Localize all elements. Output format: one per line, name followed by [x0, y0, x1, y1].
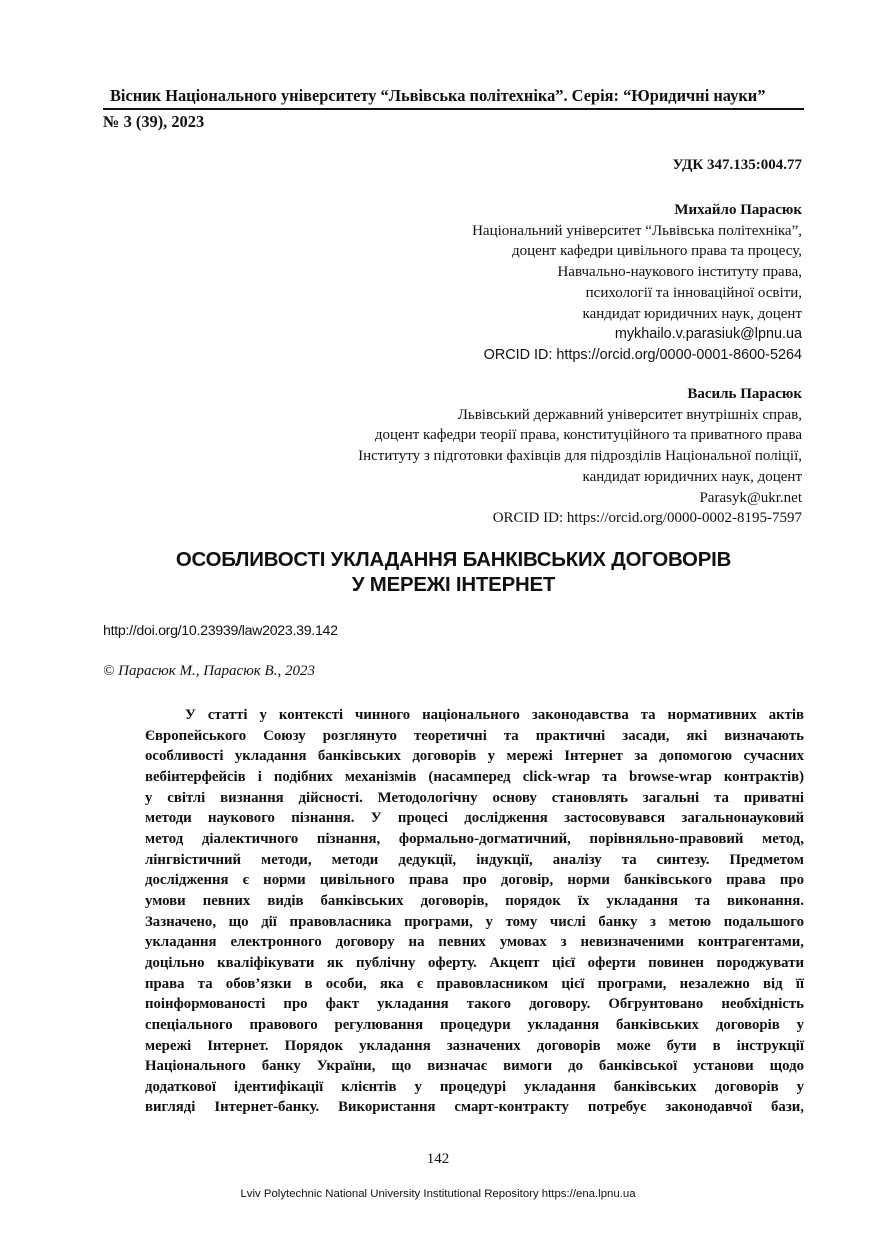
article-title: [103, 548, 804, 598]
article-title-line: У МЕРЕЖІ ІНТЕРНЕТ: [351, 574, 556, 596]
author-affiliation-line: кандидат юридичних наук, доцент: [582, 305, 802, 322]
abstract-line: умови певних видів банківських договорів, порядок їх укладання та виконання.: [145, 892, 804, 909]
page-number: 142: [426, 1151, 450, 1167]
author-name: Василь Парасюк: [687, 386, 802, 402]
author-orcid: ORCID ID: https://orcid.org/0000-0001-8600-5264: [483, 346, 802, 363]
author-affiliation-line: Львівський державний університет внутрішніх справ,: [457, 406, 802, 423]
udc-code: УДК 347.135:004.77: [672, 157, 802, 173]
abstract-line: у світлі визнання дійсності. Методологічну основу становлять загальні та приватні: [145, 789, 804, 806]
abstract-line: укладання електронного договору на певних умовах з невизначеними контрагентами,: [145, 934, 804, 951]
abstract-line: лінгвістичний методи, методи дедукції, індукції, аналізу та синтезу. Предметом: [145, 851, 804, 868]
abstract-line: Зазначено, що дії правовласника програми, у тому числі банку з метою подальшого: [145, 913, 804, 930]
abstract-line: поінформованості про факт укладання такого договору. Обгрунтовано необхідність: [145, 996, 804, 1013]
abstract-line: доцільно кваліфікувати як публічну оферту. Акцепт цієї оферти повинен породжувати: [145, 954, 804, 971]
copyright-notice: © Парасюк М., Парасюк В., 2023: [103, 663, 315, 679]
abstract-line: Національного банку України, що визначає вимоги до банківської установи щодо: [145, 1058, 804, 1075]
abstract-line: мережі Інтернет. Порядок укладання зазначених договорів може бути в інструкції: [145, 1037, 804, 1054]
article-title-line: ОСОБЛИВОСТІ УКЛАДАННЯ БАНКІВСЬКИХ ДОГОВОРІВ: [175, 549, 732, 571]
author-block-2: [242, 384, 802, 529]
author-affiliation-line: доцент кафедри теорії права, конституційного та приватного права: [374, 427, 802, 444]
author-affiliation-line: психології та інноваційної освіти,: [585, 284, 802, 301]
repository-footer: Lviv Polytechnic National University Institutional Repository https://ena.lpnu.ua: [240, 1188, 636, 1200]
abstract-line: У статті у контексті чинного національного законодавства та нормативних актів: [185, 707, 804, 723]
abstract-line: метод діалектичного пізнання, формально-догматичний, порівняльно-правовий метод,: [145, 830, 804, 847]
journal-header: Вісник Національного університету “Львівська політехніка”. Серія: “Юридичні науки”: [110, 86, 766, 105]
author-name: Михайло Парасюк: [674, 202, 802, 218]
abstract-line: додаткової ідентифікації клієнтів у процедурі укладання банківських договорів у: [145, 1078, 804, 1095]
abstract-line: особливості укладання банківських договорів у мережі Інтернет за допомогою сучасних: [145, 748, 804, 765]
header-divider: [103, 108, 804, 110]
author-affiliation-line: кандидат юридичних наук, доцент: [582, 468, 802, 485]
abstract-line: дослідження є норми цивільного права про договір, норми банківського права про: [145, 872, 804, 889]
author-affiliation-line: Національний університет “Львівська політехніка”,: [472, 222, 802, 239]
abstract-line: спеціального правового регулювання процедури укладання банківських договорів у: [145, 1016, 804, 1033]
issue-number: № 3 (39), 2023: [103, 112, 205, 131]
abstract-line: вебінтерфейсів і подібних механізмів (насамперед click-wrap та browse-wrap контрактів): [145, 768, 804, 785]
author-affiliation-line: Інституту з підготовки фахівців для підрозділів Національної поліції,: [358, 448, 802, 465]
abstract-line: вигляді Інтернет-банку. Використання смарт-контракту потребує законодавчої бази,: [145, 1099, 804, 1116]
author-orcid: ORCID ID: https://orcid.org/0000-0002-8195-7597: [492, 510, 802, 527]
abstract-line: права та обов’язки в особи, яка є правовласником цієї програми, незалежно від її: [145, 975, 804, 992]
author-affiliation-line: Навчально-наукового інституту права,: [557, 264, 802, 281]
author-email: mykhailo.v.parasiuk@lpnu.ua: [614, 326, 802, 343]
author-block-1: [242, 200, 802, 366]
abstract-line: Європейського Союзу розглянуто теоретичні та практичні засади, які визначають: [145, 727, 804, 744]
author-email: Parasyk@ukr.net: [699, 489, 802, 506]
abstract-line: методи наукового пізнання. У процесі дослідження застосовувався загальнонауковий: [145, 810, 804, 827]
author-affiliation-line: доцент кафедри цивільного права та процесу,: [511, 243, 802, 260]
doi-link[interactable]: http://doi.org/10.23939/law2023.39.142: [103, 623, 338, 639]
abstract: [145, 705, 804, 1118]
